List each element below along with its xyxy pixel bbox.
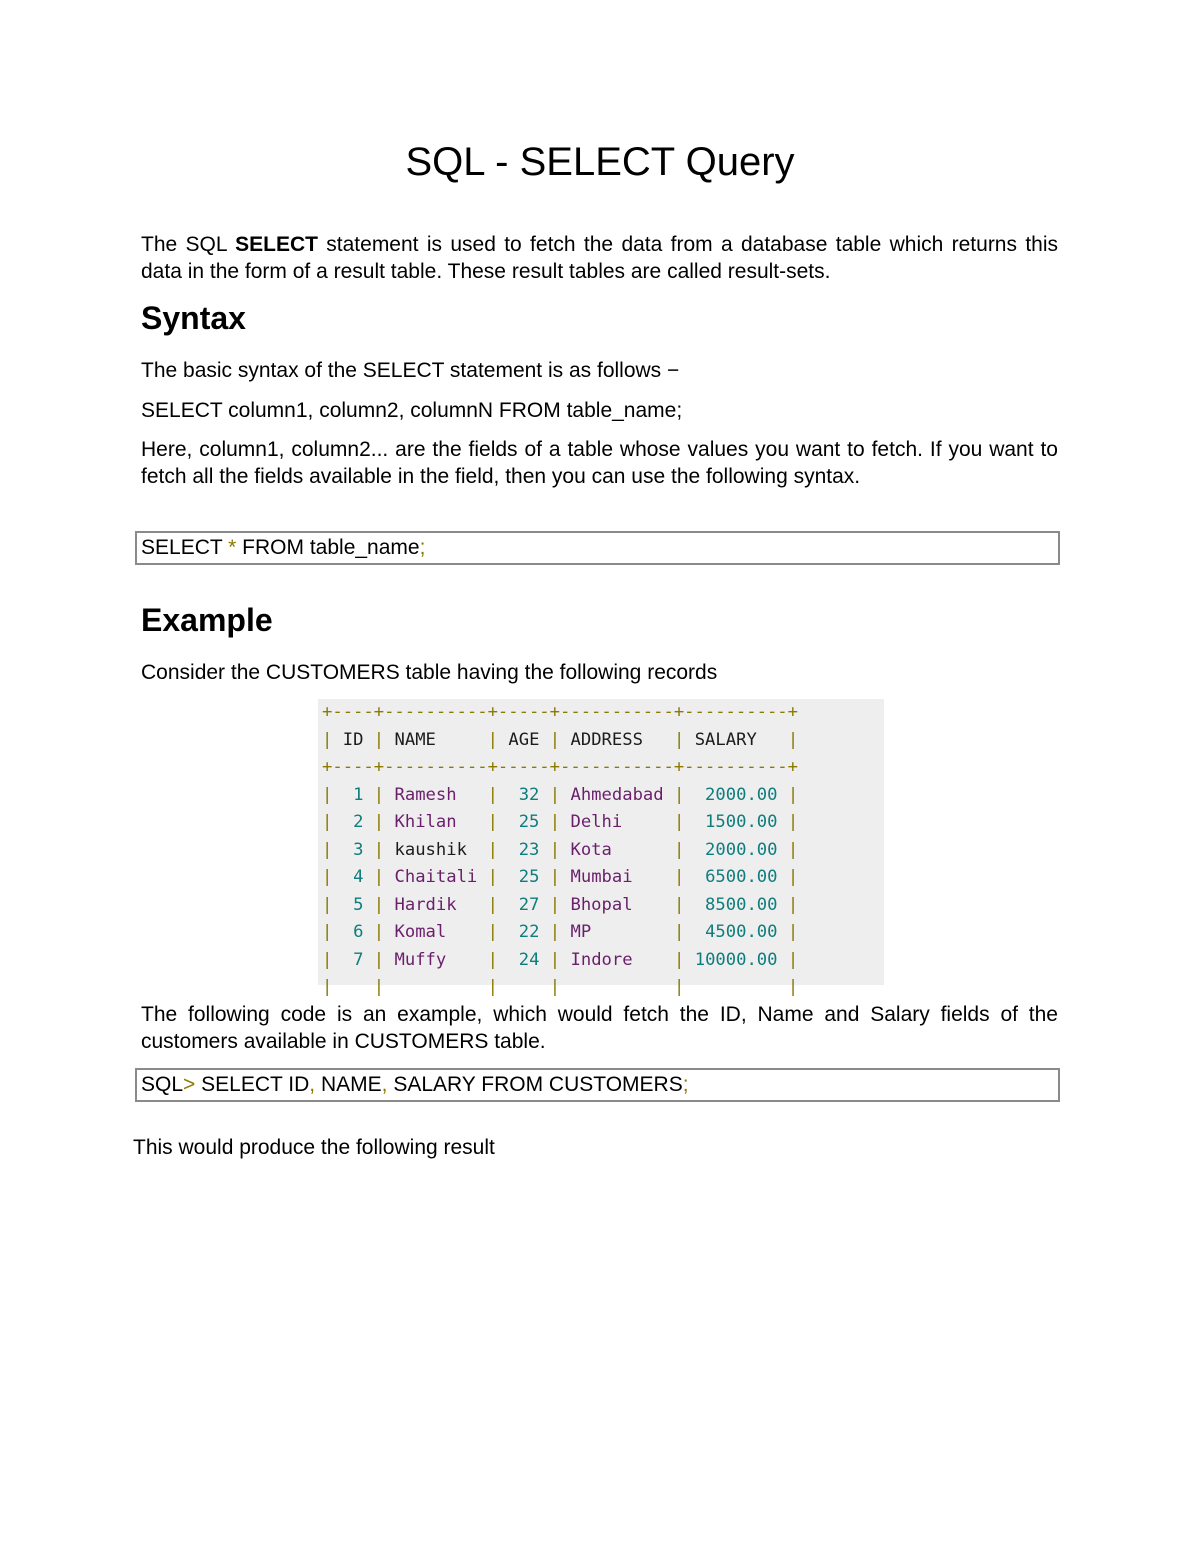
syntax-heading: Syntax [141, 300, 246, 336]
table-cell: 6 [353, 922, 364, 942]
table-cell: 1500.00 [705, 812, 778, 832]
table-cell: Ahmedabad [570, 784, 664, 805]
table-cell: Mumbai [570, 867, 633, 887]
table-cell: Khilan [394, 812, 457, 832]
table-cell: Delhi [570, 812, 623, 832]
table-cell: MP [570, 922, 592, 942]
table-cell: Muffy [394, 949, 447, 970]
table-header-cell: ADDRESS [570, 729, 643, 750]
table-header-cell: ID [342, 729, 364, 750]
table-cell: 8500.00 [705, 894, 778, 915]
table-header-cell: SALARY [694, 729, 757, 750]
syntax-paragraph: Here, column1, column2... are the fields of a table whose values you want to fetch. If you want to fetch all the fields available in the field, then you can use the following syntax. [141, 438, 1058, 488]
table-header-cell: AGE [508, 729, 540, 750]
table-cell: 4 [353, 867, 364, 887]
table-cell: kaushik [394, 839, 467, 860]
table-cell: Ramesh [394, 784, 457, 805]
table-cell: 7 [353, 949, 364, 970]
code-box-select-all: SELECT * FROM table_name; [135, 531, 1060, 565]
table-cell: Indore [570, 949, 633, 970]
result-line: This would produce the following result [133, 1136, 495, 1159]
table-cell: 25 [518, 812, 540, 832]
example-heading: Example [141, 602, 273, 638]
table-cell: 5 [353, 894, 364, 915]
table-header-cell: NAME [394, 729, 436, 750]
table-cell: Kota [570, 839, 612, 860]
table-cell: Hardik [394, 894, 457, 915]
table-cell: 6500.00 [705, 867, 778, 887]
page-title: SQL - SELECT Query [405, 140, 795, 184]
table-cell: 25 [518, 867, 540, 887]
table-cell: 2000.00 [705, 839, 778, 860]
syntax-line: SELECT column1, column2, columnN FROM table_name; [141, 399, 683, 422]
table-cell: Chaitali [394, 867, 478, 887]
example-paragraph: The following code is an example, which would fetch the ID, Name and Salary fields of the customers available in CUSTOMERS table. [141, 1003, 1058, 1053]
table-cell: 4500.00 [705, 922, 778, 942]
table-border-line: +----+----------+-----+-----------+----------+ [322, 702, 798, 722]
example-intro: Consider the CUSTOMERS table having the following records [141, 661, 718, 684]
intro-paragraph: The SQL SELECT statement is used to fetch the data from a database table which returns this data in the form of a result table. These result tables are called result-sets. [141, 233, 1058, 283]
table-cell: 24 [518, 949, 540, 970]
table-cell: 2 [353, 812, 364, 832]
table-cell: Bhopal [570, 894, 633, 915]
table-cell: 3 [353, 839, 364, 860]
table-cell: 32 [518, 784, 540, 805]
select-keyword: SELECT [235, 233, 318, 256]
table-cell: 1 [353, 784, 364, 805]
table-cell: 10000.00 [694, 949, 778, 970]
customers-table-text: +----+----------+-----+-----------+----------+ | ID | NAME | AGE | ADDRESS | SALARY | +----+----------+-----+-----------+----------+ | 1 | Ramesh | 32 | Ahmedabad | 2000.00 | | 2 | Khilan | 25 | Delhi | 1500.00 | | 3 | kaushik | 23 | Kota | 2000.00 | | 4 | Chaitali | 25 | Mumbai | 6500.00 | | 5 | Hardik | 27 | Bhopal | 8500.00 | | 6 | Komal | 22 | MP | 4500.00 | | 7 | Muffy | 24 | Indore | 10000.00 | | | | | | | [322, 702, 799, 997]
table-cell: 23 [518, 839, 540, 860]
table-cell: 22 [518, 922, 540, 942]
customers-table [318, 699, 884, 997]
table-cell: 2000.00 [705, 784, 778, 805]
syntax-intro: The basic syntax of the SELECT statement is as follows − [141, 359, 680, 382]
table-border-line: +----+----------+-----+-----------+----------+ [322, 757, 798, 777]
table-cell: Komal [394, 922, 447, 942]
table-cell: 27 [518, 894, 540, 915]
code-box-example: SQL> SELECT ID, NAME, SALARY FROM CUSTOMERS; [135, 1068, 1060, 1102]
